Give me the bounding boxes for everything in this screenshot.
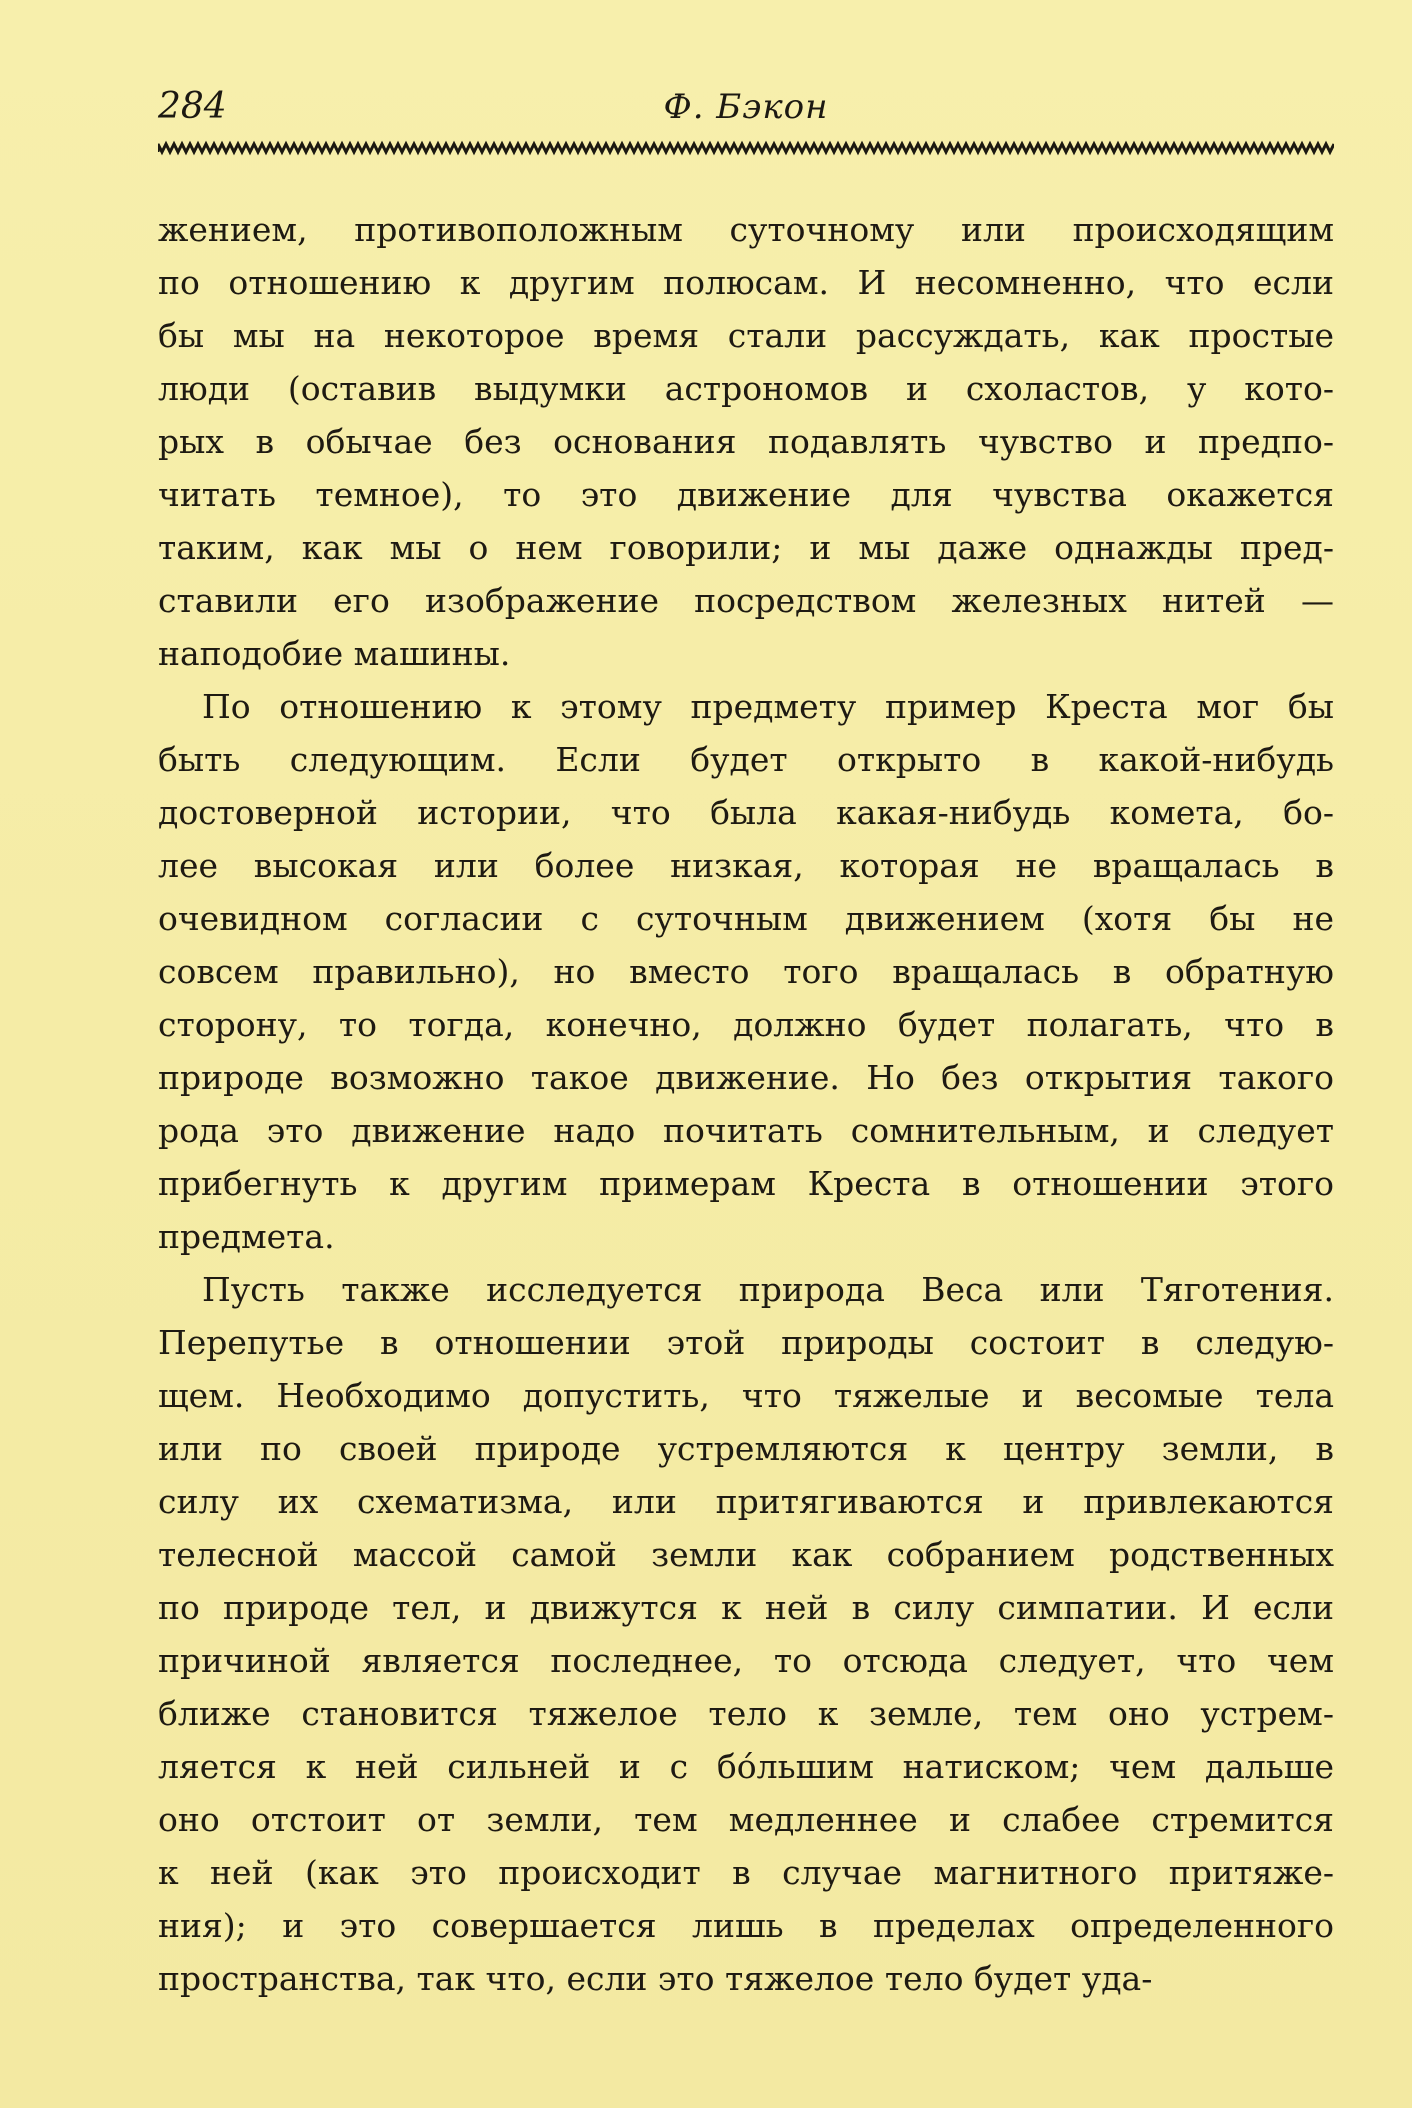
text-line: пространства, так что, если это тяжелое тело будет уда-	[158, 1959, 1153, 1998]
text-line: таким, как мы о нем говорили; и мы даже однажды пред-	[158, 528, 1334, 567]
text-line: быть следующим. Если будет открыто в какой-нибудь	[158, 740, 1334, 779]
text-line: причиной является последнее, то отсюда следует, что чем	[158, 1641, 1334, 1680]
text-line: по природе тел, и движутся к ней в силу симпатии. И если	[158, 1588, 1334, 1627]
text-line: или по своей природе устремляются к центру земли, в	[158, 1429, 1334, 1468]
text-line: сторону, то тогда, конечно, должно будет полагать, что в	[158, 1005, 1334, 1044]
text-line: бы мы на некоторое время стали рассуждать, как простые	[158, 316, 1334, 355]
text-line: ставили его изображение посредством железных нитей —	[158, 581, 1334, 620]
text-line: по отношению к другим полюсам. И несомненно, что если	[158, 263, 1334, 302]
running-head: Ф. Бэкон	[663, 87, 829, 127]
text-line: предмета.	[158, 1217, 335, 1256]
text-line: ляется к ней сильней и с бо́льшим натиском; чем дальше	[158, 1747, 1334, 1786]
header-ornament-rule	[158, 140, 1334, 156]
text-line: Перепутье в отношении этой природы состоит в следую-	[158, 1323, 1334, 1362]
text-line: Пусть также исследуется природа Веса или Тяготения.	[202, 1270, 1334, 1309]
text-line: ния); и это совершается лишь в пределах определенного	[158, 1906, 1334, 1945]
text-line: люди (оставив выдумки астрономов и схоластов, у кото-	[158, 369, 1334, 408]
text-line: достоверной истории, что была какая-нибудь комета, бо-	[158, 793, 1334, 832]
text-line: оно отстоит от земли, тем медленнее и слабее стремится	[158, 1800, 1334, 1839]
text-line: рых в обычае без основания подавлять чувство и предпо-	[158, 422, 1334, 461]
text-line: лее высокая или более низкая, которая не вращалась в	[158, 846, 1334, 885]
page-number: 284	[158, 86, 227, 127]
text-line: жением, противоположным суточному или происходящим	[158, 210, 1334, 249]
text-line: телесной массой самой земли как собранием родственных	[158, 1535, 1334, 1574]
text-line: природе возможно такое движение. Но без открытия такого	[158, 1058, 1334, 1097]
paragraph	[158, 203, 1334, 680]
page-header	[158, 82, 1334, 132]
text-line: рода это движение надо почитать сомнительным, и следует	[158, 1111, 1334, 1150]
text-line: силу их схематизма, или притягиваются и привлекаются	[158, 1482, 1334, 1521]
text-line: щем. Необходимо допустить, что тяжелые и весомые тела	[158, 1376, 1334, 1415]
text-line: ближе становится тяжелое тело к земле, тем оно устрем-	[158, 1694, 1334, 1733]
zigzag-rule	[158, 140, 1334, 156]
text-line: наподобие машины.	[158, 634, 511, 673]
text-line: прибегнуть к другим примерам Креста в отношении этого	[158, 1164, 1334, 1203]
text-line: совсем правильно), но вместо того вращалась в обратную	[158, 952, 1334, 991]
text-line: к ней (как это происходит в случае магнитного притяже-	[158, 1853, 1334, 1892]
paragraph	[158, 680, 1334, 1263]
text-line: читать темное), то это движение для чувства окажется	[158, 475, 1334, 514]
text-line: По отношению к этому предмету пример Креста мог бы	[202, 687, 1334, 726]
text-line: очевидном согласии с суточным движением (хотя бы не	[158, 899, 1334, 938]
paragraph	[158, 1263, 1334, 2005]
body-text	[158, 203, 1334, 2005]
